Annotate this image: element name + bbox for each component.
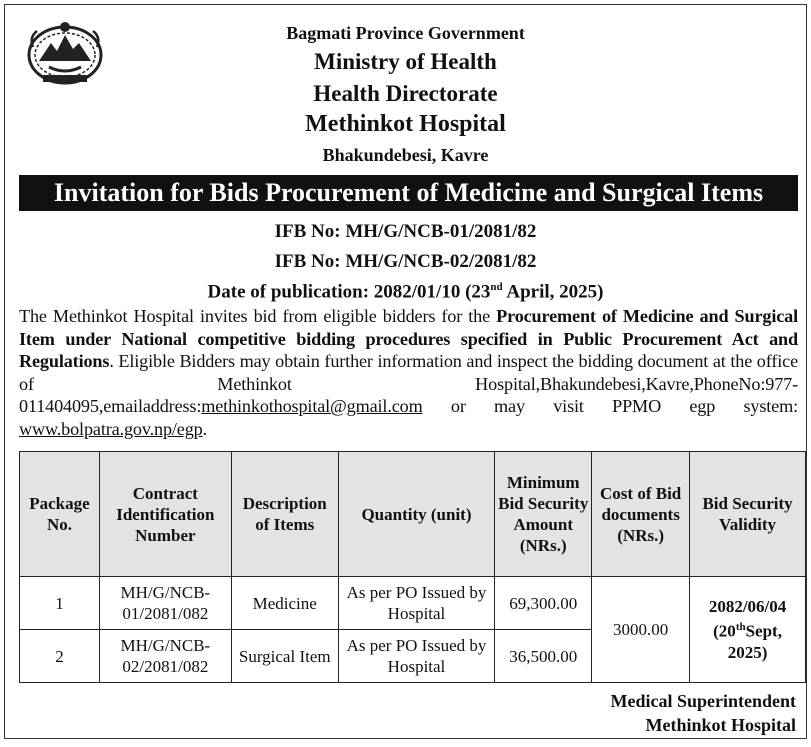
hospital-heading: Methinkot Hospital bbox=[305, 111, 506, 137]
description-cell: Medicine bbox=[231, 577, 338, 630]
publication-date: Date of publication: 2082/01/10 (23nd April, 2025) bbox=[207, 281, 604, 303]
package-cell: 1 bbox=[20, 577, 100, 630]
description-cell: Surgical Item bbox=[231, 630, 338, 683]
security-cell: 36,500.00 bbox=[495, 630, 592, 683]
ifb-number-1: IFB No: MH/G/NCB-01/2081/82 bbox=[274, 221, 537, 242]
province-heading: Bagmati Province Government bbox=[286, 23, 525, 43]
location-heading: Bhakundebesi, Kavre bbox=[322, 145, 489, 165]
signature-org: Methinkot Hospital bbox=[645, 715, 796, 735]
header-contract: Contract Identification Number bbox=[99, 452, 231, 577]
header-validity: Bid Security Validity bbox=[690, 452, 806, 577]
signature-title: Medical Superintendent bbox=[610, 691, 796, 711]
ifb-number-2: IFB No: MH/G/NCB-02/2081/82 bbox=[274, 251, 537, 272]
notice-body: The Methinkot Hospital invites bid from eligible bidders for the Procurement of Medicine and Surgical Item under National competitive bidding procedures specified in Public Procurement Act and Regulations. Eligible Bidders may obtain further information and inspect the bidding document at the office of Methinkot Hospital,Bhakundebesi,Kavre,PhoneNo:977-011404095,emailaddress:methinkothospital@gmail.com or may visit PPMO egp system: www.bolpatra.gov.np/egp. bbox=[19, 306, 798, 439]
header-package: Package No. bbox=[20, 452, 100, 577]
contract-cell: MH/G/NCB-02/2081/082 bbox=[99, 630, 231, 683]
header-description: Description of Items bbox=[231, 452, 338, 577]
bids-table bbox=[19, 451, 806, 683]
quantity-cell: As per PO Issued by Hospital bbox=[338, 577, 495, 630]
directorate-heading: Health Directorate bbox=[313, 81, 498, 106]
cost-cell: 3000.00 bbox=[592, 577, 690, 683]
quantity-cell: As per PO Issued by Hospital bbox=[338, 630, 495, 683]
contract-cell: MH/G/NCB-01/2081/082 bbox=[99, 577, 231, 630]
email-link[interactable]: methinkothospital@gmail.com bbox=[201, 396, 423, 416]
package-cell: 2 bbox=[20, 630, 100, 683]
header-quantity: Quantity (unit) bbox=[338, 452, 495, 577]
table-row bbox=[20, 577, 806, 630]
validity-cell: 2082/06/04 (20thSept, 2025) bbox=[690, 577, 806, 683]
ministry-heading: Ministry of Health bbox=[314, 49, 497, 74]
security-cell: 69,300.00 bbox=[495, 577, 592, 630]
header-cost: Cost of Bid documents (NRs.) bbox=[592, 452, 690, 577]
table-header-row bbox=[20, 452, 806, 577]
notice-page bbox=[4, 4, 807, 739]
header-security: Minimum Bid Security Amount (NRs.) bbox=[495, 452, 592, 577]
notice-title-banner: Invitation for Bids Procurement of Medicine and Surgical Items bbox=[19, 175, 798, 211]
website-link[interactable]: www.bolpatra.gov.np/egp bbox=[19, 418, 203, 439]
